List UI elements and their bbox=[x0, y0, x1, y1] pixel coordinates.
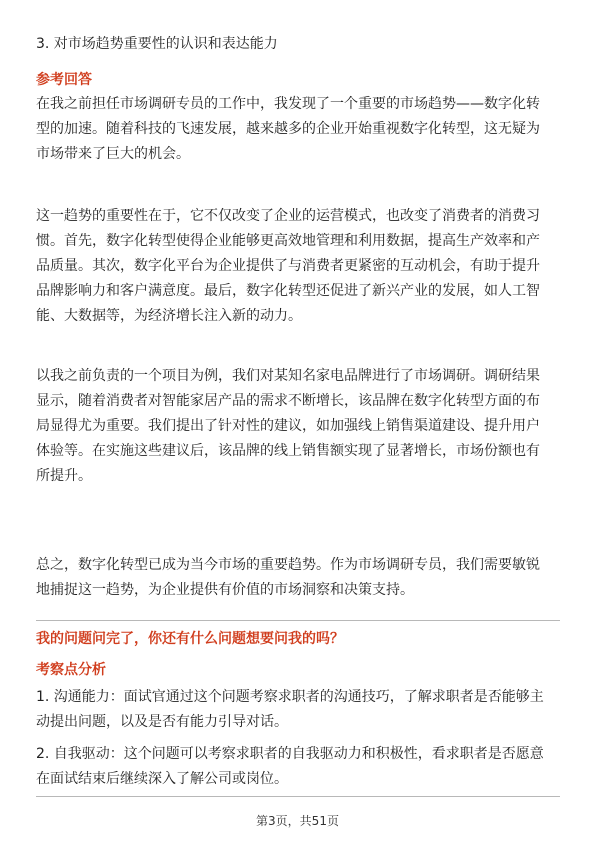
answer-paragraph-2 bbox=[36, 204, 560, 329]
text-line: 型的加速。随着科技的飞速发展，越来越多的企业开始重视数字化转型，这无疑为 bbox=[36, 121, 540, 137]
analysis-label: 考察点分析 bbox=[36, 662, 106, 678]
text-line: 在面试结束后继续深入了解公司或岗位。 bbox=[36, 771, 288, 787]
text-line: 这一趋势的重要性在于，它不仅改变了企业的运营模式，也改变了消费者的消费习 bbox=[36, 208, 540, 224]
text-line: 显示，随着消费者对智能家居产品的需求不断增长，该品牌在数字化转型方面的布 bbox=[36, 393, 540, 409]
question-title: 我的问题问完了，你还有什么问题想要问我的吗？ bbox=[36, 631, 344, 647]
text-line: 体验等。在实施这些建议后，该品牌的线上销售额实现了显著增长，市场份额也有 bbox=[36, 443, 540, 459]
footer-divider bbox=[36, 796, 560, 797]
answer-paragraph-3 bbox=[36, 364, 560, 489]
text-line: 局显得尤为重要。我们提出了针对性的建议，如加强线上销售渠道建设、提升用户 bbox=[36, 418, 540, 434]
text-line: 1. 沟通能力：面试官通过这个问题考察求职者的沟通技巧，了解求职者是否能够主 bbox=[36, 689, 544, 705]
question-title: 3. 对市场趋势重要性的认识和表达能力 bbox=[36, 36, 278, 52]
text-line: 品质量。其次，数字化平台为企业提供了与消费者更紧密的互动机会，有助于提升 bbox=[36, 258, 540, 274]
text-line: 地捕捉这一趋势，为企业提供有价值的市场洞察和决策支持。 bbox=[36, 582, 414, 598]
answer-paragraph-4 bbox=[36, 553, 560, 603]
section-divider bbox=[36, 620, 560, 621]
text-line: 惯。首先，数字化转型使得企业能够更高效地管理和利用数据，提高生产效率和产 bbox=[36, 233, 540, 249]
text-line: 动提出问题，以及是否有能力引导对话。 bbox=[36, 714, 288, 730]
text-line: 2. 自我驱动：这个问题可以考察求职者的自我驱动力和积极性，看求职者是否愿意 bbox=[36, 746, 544, 762]
analysis-point-2 bbox=[36, 742, 560, 792]
text-line: 以我之前负责的一个项目为例，我们对某知名家电品牌进行了市场调研。调研结果 bbox=[36, 368, 540, 384]
text-line: 品牌影响力和客户满意度。最后，数字化转型还促进了新兴产业的发展，如人工智 bbox=[36, 283, 540, 299]
text-line: 总之，数字化转型已成为当今市场的重要趋势。作为市场调研专员，我们需要敏锐 bbox=[36, 557, 540, 573]
text-line: 市场带来了巨大的机会。 bbox=[36, 146, 190, 162]
reference-answer-label: 参考回答 bbox=[36, 72, 92, 88]
answer-paragraph-1 bbox=[36, 92, 560, 167]
text-line: 在我之前担任市场调研专员的工作中，我发现了一个重要的市场趋势——数字化转 bbox=[36, 96, 540, 112]
page-number: 第3页，共51页 bbox=[256, 814, 339, 828]
analysis-point-1 bbox=[36, 685, 560, 735]
text-line: 能、大数据等，为经济增长注入新的动力。 bbox=[36, 308, 302, 324]
text-line: 所提升。 bbox=[36, 468, 92, 484]
